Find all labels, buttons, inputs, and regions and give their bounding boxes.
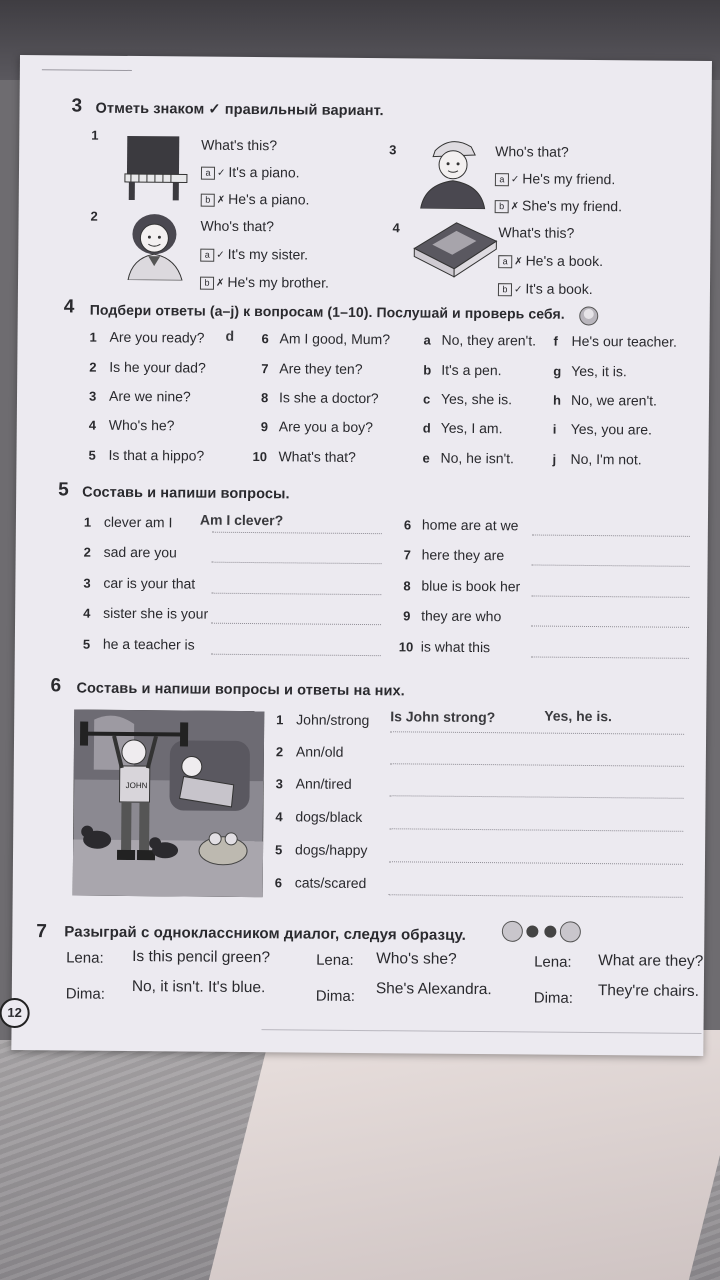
ex5-answer-line xyxy=(211,593,381,595)
ex7-number: 7 xyxy=(36,921,48,943)
tick-mark: ✓ xyxy=(513,284,523,296)
ex4-question-number: 6 xyxy=(261,331,269,347)
ex4-question-text: Are they ten? xyxy=(279,360,363,378)
ex6-item-number: 2 xyxy=(275,744,284,760)
ex6-title: Составь и напиши вопросы и ответы на них. xyxy=(76,680,405,700)
ex4-answer-text: No, we aren't. xyxy=(570,391,658,409)
ex6-answer-line xyxy=(390,763,684,767)
ex4-title: Подбери ответы (a–j) к вопросам (1–10). Послушай и проверь себя. xyxy=(89,301,565,322)
ex4-answer-text: It's a pen. xyxy=(441,361,502,379)
ex3-title: Отметь знаком ✓ правильный вариант. xyxy=(95,100,384,120)
ex4-question-text: Is that a hippo? xyxy=(108,446,205,464)
ex3-item1-option-b xyxy=(201,191,310,208)
ex4-answer-letter: j xyxy=(552,451,557,467)
ex4-question-text: What's that? xyxy=(278,448,356,465)
ex5-answer-line xyxy=(212,562,382,564)
ex3-item3-number: 3 xyxy=(389,142,397,158)
ex5-item-number: 2 xyxy=(83,544,91,560)
ex5-title: Составь и напиши вопросы. xyxy=(82,484,290,503)
ex5-item-words: home are at we xyxy=(421,516,519,534)
ex3-item3-option-a xyxy=(495,170,615,187)
ex5-answer-line xyxy=(531,625,689,627)
workbook-page xyxy=(7,55,712,1056)
ex5-item-number: 1 xyxy=(83,514,92,530)
ex5-item-words: sad are you xyxy=(103,543,177,561)
option-letter-box[interactable]: a xyxy=(201,166,215,179)
ex5-item-number: 3 xyxy=(83,575,91,591)
ex5-answer-field[interactable]: Am I clever? xyxy=(199,511,284,529)
ex4-answer-letter: d xyxy=(422,420,431,436)
ex4-answer-field[interactable]: d xyxy=(225,327,235,344)
ex5-item-words: here they are xyxy=(421,546,505,564)
ex4-question-text: Is he your dad? xyxy=(109,358,206,376)
option-letter-box[interactable]: b xyxy=(201,193,215,206)
ex5-answer-line xyxy=(531,595,689,597)
page-top-rule xyxy=(42,69,132,71)
ex4-question-number: 1 xyxy=(89,329,97,345)
dialog-line: What are they? xyxy=(598,952,704,970)
option-letter-box[interactable]: b xyxy=(498,283,512,296)
ex4-question-number: 8 xyxy=(260,390,269,406)
boy-in-cap-picture xyxy=(417,132,490,209)
ex6-answer-line xyxy=(389,828,683,832)
ex5-answer-line xyxy=(531,656,689,658)
page-bottom-rule xyxy=(261,1029,701,1034)
cross-mark: ✗ xyxy=(216,194,226,206)
ex5-item-number: 10 xyxy=(398,639,414,655)
ex5-item-number: 5 xyxy=(82,636,91,652)
ex4-question-text: Who's he? xyxy=(108,416,175,434)
cross-mark: ✗ xyxy=(510,201,520,213)
ex6-number: 6 xyxy=(50,675,62,697)
ex5-item-number: 6 xyxy=(403,517,412,533)
ex4-number: 4 xyxy=(63,296,75,318)
book-picture xyxy=(410,218,501,283)
ex3-item3-question: Who's that? xyxy=(495,143,569,160)
option-text: It's a piano. xyxy=(228,163,300,181)
ex6-answer-line xyxy=(389,894,683,898)
ex6-item-prompt: Ann/old xyxy=(295,743,344,760)
ex4-question-text: Are we nine? xyxy=(108,387,191,405)
dialog-speaker: Dima: xyxy=(65,985,106,1003)
ex4-answer-letter: b xyxy=(423,362,432,378)
ex4-answer-text: Yes, I am. xyxy=(440,419,503,437)
ex4-answer-letter: a xyxy=(423,332,431,348)
dialog-line: They're chairs. xyxy=(597,982,700,1000)
ex4-answer-letter: e xyxy=(422,450,430,466)
dialog-speaker: Lena: xyxy=(534,953,572,971)
option-letter-box[interactable]: a xyxy=(498,255,512,268)
option-text: She's my friend. xyxy=(522,197,623,215)
ex4-answer-text: Yes, she is. xyxy=(440,390,513,408)
ex6-answer-line xyxy=(390,731,684,735)
ex5-item-number: 7 xyxy=(403,547,411,563)
ex6-item-prompt: cats/scared xyxy=(294,874,367,892)
ex3-item2-number: 2 xyxy=(90,208,98,224)
ex4-question-number: 7 xyxy=(261,361,269,377)
ex4-answer-text: No, I'm not. xyxy=(570,450,642,468)
ex3-item2-option-b xyxy=(200,274,329,291)
listen-headphones-icon xyxy=(574,304,604,326)
ex6-item-prompt: dogs/happy xyxy=(295,841,368,859)
ex3-number: 3 xyxy=(71,95,83,117)
ex5-item-words: sister she is your xyxy=(103,604,209,622)
option-letter-box[interactable]: b xyxy=(200,276,214,289)
option-text: He's a book. xyxy=(525,252,604,270)
ex6-item-prompt: John/strong xyxy=(296,711,370,729)
ex4-answer-letter: g xyxy=(553,363,562,379)
ex5-item-words: is what this xyxy=(420,638,491,656)
ex4-answer-letter: i xyxy=(552,421,557,437)
ex6-answer-field[interactable]: Yes, he is. xyxy=(544,707,613,725)
ex4-answer-letter: c xyxy=(422,391,431,407)
dialog-line: She's Alexandra. xyxy=(375,980,492,999)
ex5-item-number: 9 xyxy=(403,608,411,624)
ex6-item-number: 5 xyxy=(275,842,283,858)
ex4-answer-letter: f xyxy=(553,333,558,349)
ex4-question-number: 10 xyxy=(252,449,268,465)
ex4-question-number: 2 xyxy=(89,359,97,375)
ex6-item-prompt: Ann/tired xyxy=(295,775,352,792)
fabric-light-background xyxy=(209,1030,720,1280)
ex3-item4-number: 4 xyxy=(392,220,400,236)
ex5-item-words: he a teacher is xyxy=(102,635,195,653)
option-text: He's a piano. xyxy=(228,190,310,208)
ex7-title: Разыграй с одноклассником диалог, следуя образцу. xyxy=(64,923,466,944)
dialog-line: Is this pencil green? xyxy=(132,948,271,967)
dialog-line: No, it isn't. It's blue. xyxy=(131,978,266,997)
ex4-answer-text: No, they aren't. xyxy=(441,331,537,349)
ex3-item1-question: What's this? xyxy=(201,136,278,154)
ex5-item-words: car is your that xyxy=(103,574,196,592)
ex3-item1-option-a xyxy=(201,164,300,181)
ex4-question-number: 5 xyxy=(88,447,96,463)
ex4-question-number: 4 xyxy=(88,417,97,433)
ex5-answer-line xyxy=(212,532,382,534)
ex4-answer-text: Yes, you are. xyxy=(570,420,653,438)
ex5-number: 5 xyxy=(58,479,69,501)
tick-mark: ✓ xyxy=(216,167,226,179)
ex5-item-number: 4 xyxy=(83,605,91,621)
ex6-answer-line xyxy=(390,795,684,799)
ex4-answer-letter: h xyxy=(552,392,562,408)
ex4-question-number: 3 xyxy=(88,388,97,404)
ex3-item1-number: 1 xyxy=(91,127,99,143)
ex4-question-text: Are you ready? xyxy=(109,328,205,346)
ex4-question-text: Am I good, Mum? xyxy=(279,330,391,348)
cross-mark: ✗ xyxy=(215,277,225,289)
ex6-item-number: 3 xyxy=(275,776,283,792)
option-text: It's my sister. xyxy=(227,245,309,263)
option-text: It's a book. xyxy=(525,280,593,298)
ex4-answer-text: No, he isn't. xyxy=(440,449,515,467)
ex6-item-number: 1 xyxy=(276,712,284,728)
ex3-item4-question: What's this? xyxy=(498,224,575,241)
tick-mark: ✓ xyxy=(216,249,225,261)
ex3-item4-option-a xyxy=(498,252,603,269)
option-letter-box[interactable]: b xyxy=(495,200,509,213)
dialog-speaker: Dima: xyxy=(315,987,356,1005)
option-letter-box[interactable]: a xyxy=(495,173,509,186)
page-number: 12 xyxy=(0,998,30,1028)
ex6-item-number: 6 xyxy=(274,875,283,891)
ex4-answer-text: Yes, it is. xyxy=(571,362,627,380)
ex5-answer-line xyxy=(211,654,381,656)
ex3-item4-option-b xyxy=(498,280,593,297)
ex5-answer-line xyxy=(532,534,690,536)
john-shirt-label: JOHN xyxy=(125,780,148,791)
ex3-item2-question: Who's that? xyxy=(200,217,275,235)
girl-picture xyxy=(120,208,191,281)
option-text: He's my friend. xyxy=(522,170,616,188)
ex5-item-number: 8 xyxy=(403,578,411,594)
ex5-item-words: blue is book her xyxy=(421,577,521,595)
ex4-question-text: Is she a doctor? xyxy=(278,389,379,407)
dialog-speaker: Lena: xyxy=(66,949,104,967)
option-text: He's my brother. xyxy=(227,273,329,291)
ex4-answer-text: He's our teacher. xyxy=(571,332,677,350)
option-letter-box[interactable]: a xyxy=(200,248,214,261)
ex3-item3-option-b xyxy=(495,197,622,214)
ex6-answer-line xyxy=(389,861,683,865)
ex5-answer-line xyxy=(532,564,690,566)
ex5-answer-line xyxy=(211,623,381,625)
ex4-question-number: 9 xyxy=(260,419,269,435)
ex5-item-words: they are who xyxy=(421,607,502,625)
ex4-question-text: Are you a boy? xyxy=(278,418,374,436)
john-lifting-weights-picture xyxy=(73,709,265,897)
dialog-line: Who's she? xyxy=(376,950,457,968)
dialog-speaker: Lena: xyxy=(316,951,354,969)
cross-mark: ✗ xyxy=(514,256,523,268)
pair-work-icon xyxy=(500,917,584,946)
tick-mark: ✓ xyxy=(510,174,520,186)
ex3-item2-option-a xyxy=(200,246,308,263)
piano-picture xyxy=(121,130,192,203)
ex6-item-prompt: dogs/black xyxy=(295,808,363,826)
dialog-speaker: Dima: xyxy=(533,989,574,1007)
ex5-item-words: clever am I xyxy=(103,513,173,531)
ex6-item-number: 4 xyxy=(275,809,283,825)
ex6-question-field[interactable]: Is John strong? xyxy=(390,708,496,726)
